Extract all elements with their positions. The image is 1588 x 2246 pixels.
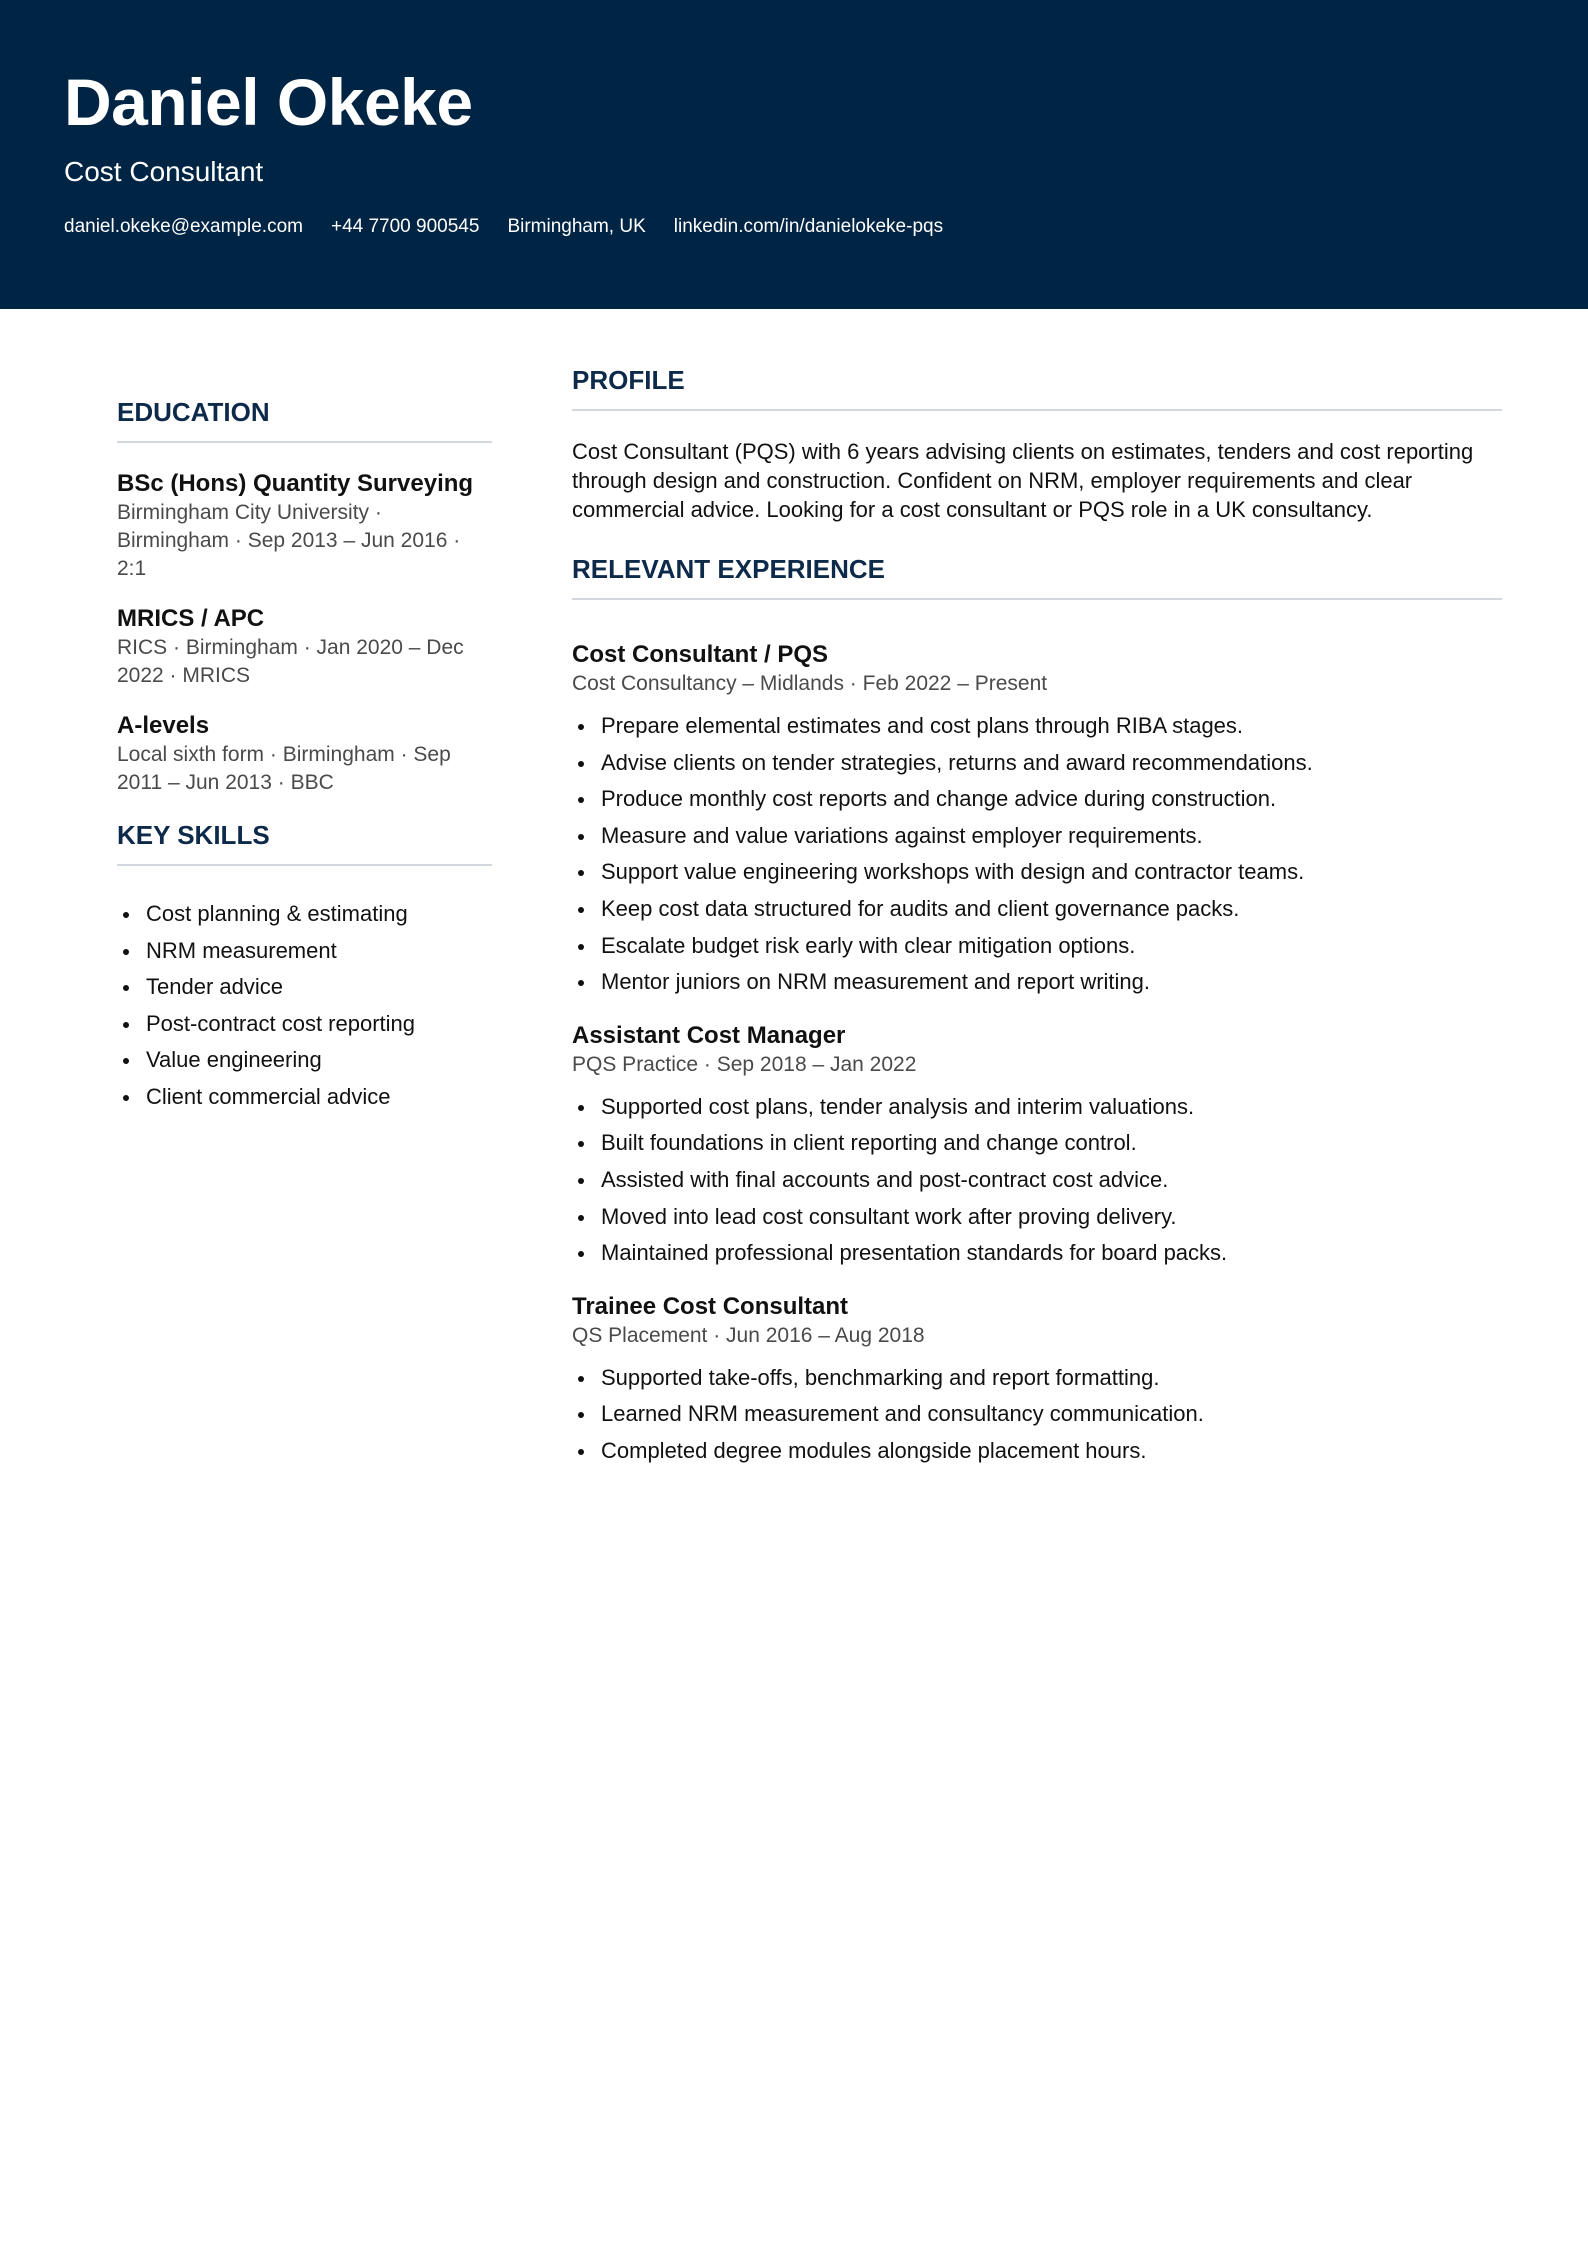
contact-line (64, 214, 943, 240)
job-bullet: Maintained professional presentation standards for board packs. (572, 1235, 1502, 1272)
job-bullet: Measure and value variations against employer requirements. (572, 818, 1502, 855)
experience-heading: RELEVANT EXPERIENCE (572, 552, 1502, 600)
job-bullet: Supported cost plans, tender analysis and interim valuations. (572, 1089, 1502, 1126)
education-degree: BSc (Hons) Quantity Surveying (117, 470, 474, 497)
skills-heading: KEY SKILLS (117, 818, 492, 866)
skill-item: NRM measurement (117, 933, 492, 970)
contact-phone: +44 7700 900545 (330, 216, 480, 237)
job-title: Assistant Cost Manager (572, 1021, 846, 1049)
contact-linkedin: linkedin.com/in/danielokeke-pqs (673, 216, 944, 237)
job-bullet: Completed degree modules alongside placement hours. (572, 1433, 1502, 1470)
job-bullets (572, 1089, 1502, 1272)
contact-location: Birmingham, UK (507, 216, 646, 237)
skill-item: Client commercial advice (117, 1079, 492, 1116)
skill-item: Post-contract cost reporting (117, 1006, 492, 1043)
job-bullet: Supported take-offs, benchmarking and report formatting. (572, 1360, 1502, 1397)
education-details: Birmingham City University · Birmingham · Sep 2013 – Jun 2016 · 2:1 (117, 501, 461, 580)
job-title: Trainee Cost Consultant (572, 1292, 849, 1320)
education-item (117, 711, 492, 797)
job-title: Cost Consultant / PQS (572, 641, 829, 668)
job-bullet: Produce monthly cost reports and change advice during construction. (572, 781, 1502, 818)
skill-item: Cost planning & estimating (117, 896, 492, 933)
sidebar-column (117, 395, 492, 1116)
job-entry (572, 640, 1502, 1001)
job-bullet: Assisted with final accounts and post-contract cost advice. (572, 1162, 1502, 1199)
candidate-name: Daniel Okeke (64, 65, 473, 139)
job-entry (572, 1021, 1502, 1272)
job-bullet: Learned NRM measurement and consultancy communication. (572, 1396, 1502, 1433)
skills-list (117, 896, 492, 1116)
job-meta: Cost Consultancy – Midlands · Feb 2022 – Present (572, 672, 1048, 695)
profile-heading: PROFILE (572, 363, 1502, 411)
job-bullet: Mentor juniors on NRM measurement and report writing. (572, 964, 1502, 1001)
job-bullet: Support value engineering workshops with design and contractor teams. (572, 854, 1502, 891)
education-item (117, 469, 492, 583)
education-degree: MRICS / APC (117, 605, 265, 632)
education-details: Local sixth form · Birmingham · Sep 2011 – Jun 2013 · BBC (117, 743, 451, 794)
job-bullets (572, 1360, 1502, 1470)
skill-item: Tender advice (117, 969, 492, 1006)
job-meta: PQS Practice · Sep 2018 – Jan 2022 (572, 1052, 917, 1076)
education-item (117, 604, 492, 690)
education-details: RICS · Birmingham · Jan 2020 – Dec 2022 · MRICS (117, 636, 464, 687)
education-heading: EDUCATION (117, 395, 492, 443)
skill-item: Value engineering (117, 1042, 492, 1079)
job-meta: QS Placement · Jun 2016 – Aug 2018 (572, 1323, 925, 1347)
candidate-role: Cost Consultant (64, 156, 264, 187)
main-column (572, 363, 1502, 1470)
education-degree: A-levels (117, 712, 210, 739)
job-bullet: Keep cost data structured for audits and client governance packs. (572, 891, 1502, 928)
contact-email: daniel.okeke@example.com (64, 216, 303, 237)
job-entry (572, 1292, 1502, 1470)
job-bullet: Moved into lead cost consultant work after proving delivery. (572, 1199, 1502, 1236)
job-bullet: Built foundations in client reporting and change control. (572, 1125, 1502, 1162)
job-bullets (572, 708, 1502, 1001)
job-bullet: Advise clients on tender strategies, returns and award recommendations. (572, 745, 1502, 782)
job-bullet: Prepare elemental estimates and cost plans through RIBA stages. (572, 708, 1502, 745)
education-list (117, 469, 492, 797)
resume-header (0, 0, 1588, 309)
profile-summary: Cost Consultant (PQS) with 6 years advising clients on estimates, tenders and cost reporting through design and construction. Confident on NRM, employer requirements and clear commercial advice. Looking for a cost consultant or PQS role in a UK consultancy. (572, 439, 1474, 522)
job-bullet: Escalate budget risk early with clear mitigation options. (572, 928, 1502, 965)
